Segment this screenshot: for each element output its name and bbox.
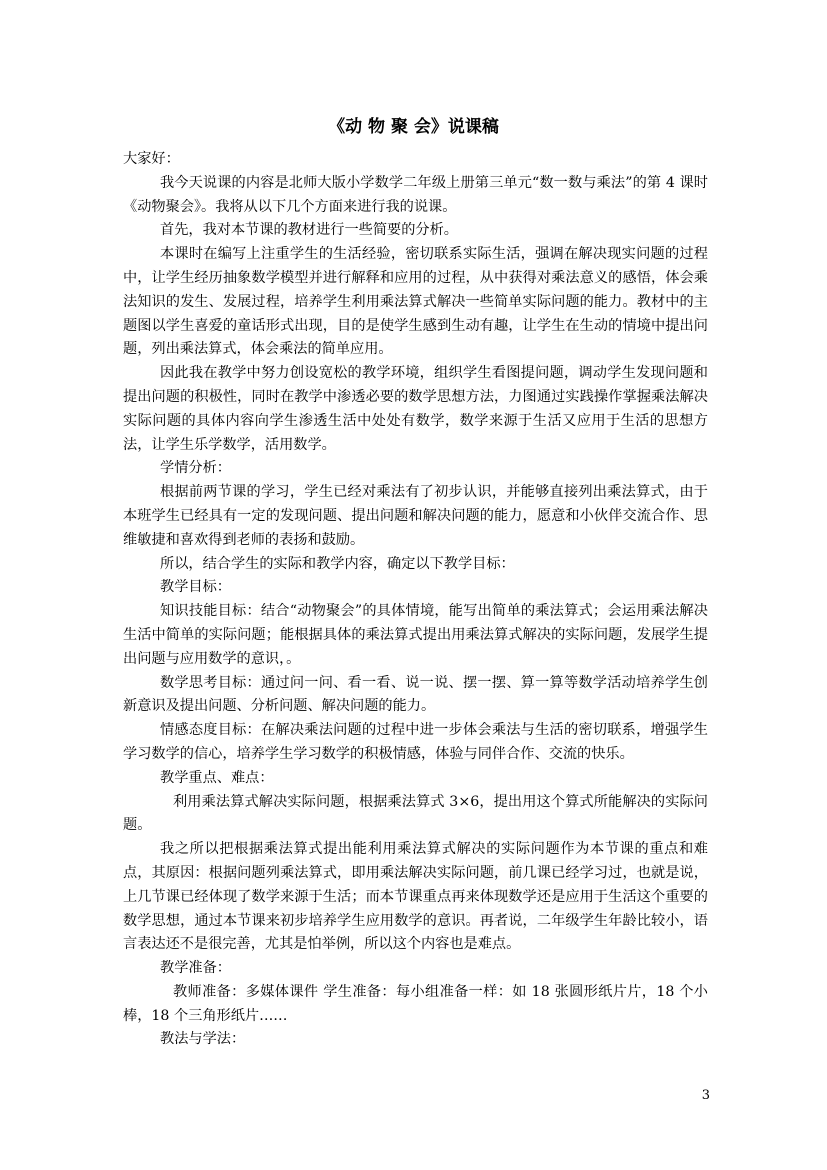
document-title: 《动 物 聚 会》说课稿 [328, 117, 499, 137]
objectives-intro-paragraph: 所以，结合学生的实际和教学内容，确定以下教学目标： [160, 555, 515, 572]
preparation-paragraph: 教师准备：多媒体课件 学生准备：每小组准备一样：如 18 张圆形纸片片，18 个小棒，18 个三角形纸片…… [123, 983, 708, 1024]
student-analysis-paragraph: 根据前两节课的学习，学生已经对乘法有了初步认识，并能够直接列出乘法算式，由于本班学生已经具有一定的发现问题、提出问题和解决问题的能力，愿意和小伙伴交流合作、思维敏捷和喜欢得到老师的表扬和鼓励。 [123, 484, 708, 548]
page-number: 3 [701, 1088, 710, 1103]
student-analysis-heading: 学情分析： [160, 460, 231, 477]
key-points-reason-paragraph: 我之所以把根据乘法算式提出能利用乘法算式解决的实际问题作为本节课的重点和难点，其原因：根据问题列乘法算式，即用乘法解决实际问题，前几课已经学习过，也就是说，上几节课已经体现了数学来源于生活；而本节课重点再来体现数学还是应用于生活这个重要的数学思想，通过本节课来初步培养学生应用数学的意识。再者说，二年级学生年龄比较小，语言表达还不是很完善，尤其是怕举例，所以这个内容也是难点。 [123, 841, 708, 953]
attitude-objective-paragraph: 情感态度目标：在解决乘法问题的过程中进一步体会乘法与生活的密切联系，增强学生学习数学的信心，培养学生学习数学的积极情感，体验与同伴合作、交流的快乐。 [123, 722, 708, 762]
textbook-analysis-paragraph: 本课时在编写上注重学生的生活经验，密切联系实际生活，强调在解决现实问题的过程中，让学生经历抽象数学模型并进行解释和应用的过程，从中获得对乘法意义的感悟，体会乘法知识的发生、发展过程，培养学生利用乘法算式解决一些简单实际问题的能力。教材中的主题图以学生喜爱的童话形式出现，目的是使学生感到生动有趣，让学生在生动的情境中提出问题，列出乘法算式，体会乘法的简单应用。 [123, 246, 708, 358]
methods-heading: 教法与学法： [160, 1031, 246, 1048]
objectives-heading: 教学目标： [160, 579, 231, 596]
document-body [123, 148, 708, 1052]
knowledge-objective-paragraph: 知识技能目标：结合“动物聚会”的具体情境，能写出简单的乘法算式；会运用乘法解决生活中简单的实际问题；能根据具体的乘法算式提出用乘法算式解决的实际问题，发展学生提出问题与应用数学的意识，。 [123, 603, 708, 667]
teaching-environment-paragraph: 因此我在教学中努力创设宽松的教学环境，组织学生看图提问题，调动学生发现问题和提出问题的积极性，同时在教学中渗透必要的数学思想方法，力图通过实践操作掌握乘法解决实际问题的具体内容向学生渗透生活中处处有数学，数学来源于生活又应用于生活的思想方法，让学生乐学数学，活用数学。 [123, 365, 708, 453]
intro-paragraph: 我今天说课的内容是北师大版小学数学二年级上册第三单元“数一数与乘法”的第 4 课时《动物聚会》。我将从以下几个方面来进行我的说课。 [123, 174, 708, 215]
key-points-heading: 教学重点、难点： [160, 769, 274, 786]
thinking-objective-paragraph: 数学思考目标：通过问一问、看一看、说一说、摆一摆、算一算等数学活动培养学生创新意识及提出问题、分析问题、解决问题的能力。 [123, 674, 708, 715]
preparation-heading: 教学准备： [160, 960, 231, 977]
key-points-paragraph: 利用乘法算式解决实际问题，根据乘法算式 3×6，提出用这个算式所能解决的实际问题。 [123, 793, 708, 834]
greeting-paragraph: 大家好： [123, 151, 180, 167]
analysis-intro-paragraph: 首先，我对本节课的教材进行一些简要的分析。 [160, 222, 458, 239]
